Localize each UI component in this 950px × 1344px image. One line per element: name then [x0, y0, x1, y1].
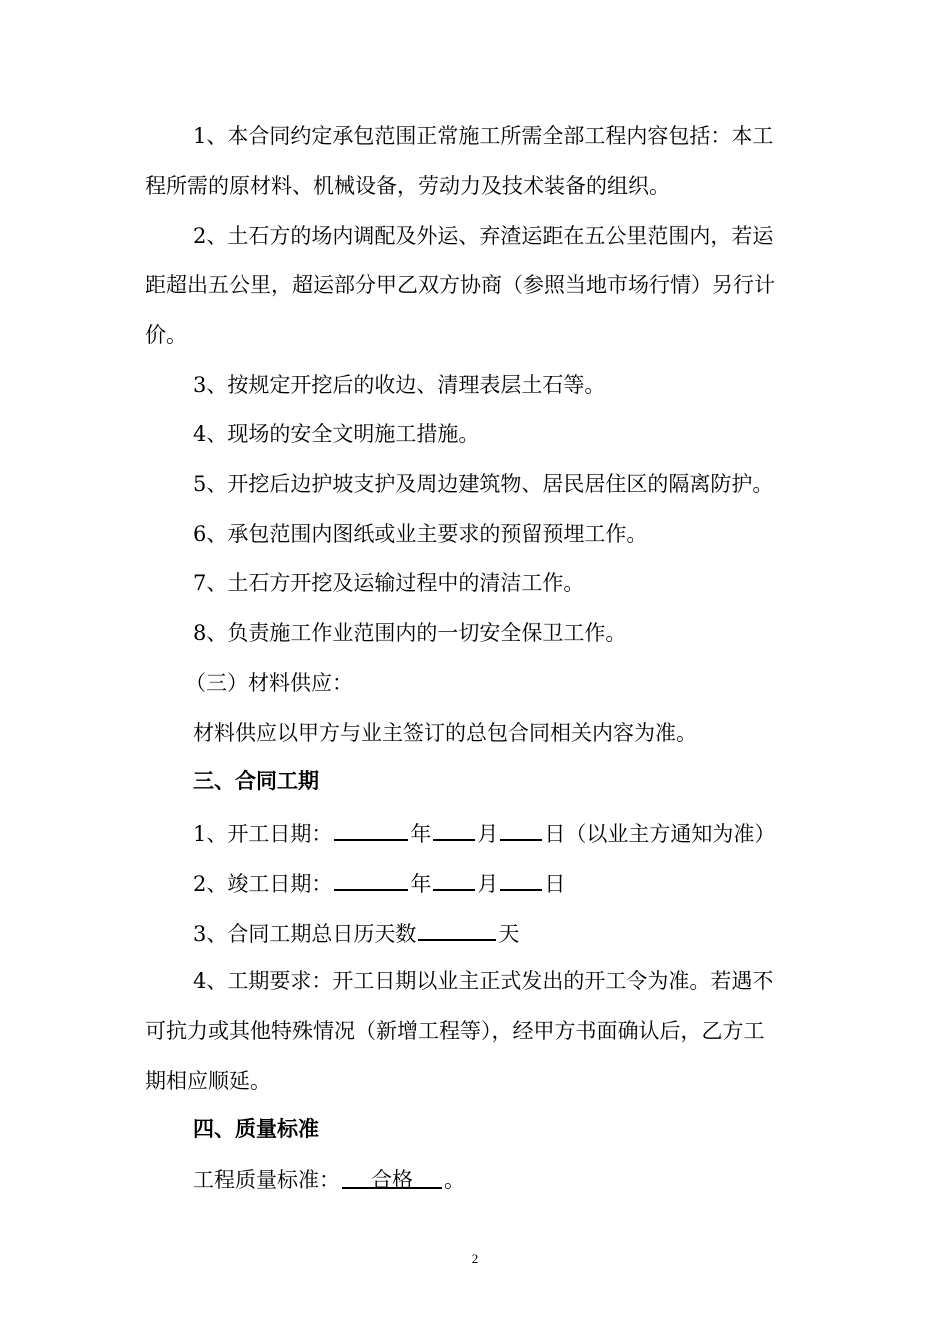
- clause-7: 7、土石方开挖及运输过程中的清洁工作。: [193, 571, 585, 595]
- clause-4: 4、现场的安全文明施工措施。: [193, 422, 480, 446]
- section-4-heading: 四、质量标准: [193, 1117, 319, 1141]
- end-date-label: 2、竣工日期：: [193, 872, 333, 896]
- quality-standard-label: 工程质量标准：: [193, 1168, 340, 1192]
- total-days-label: 3、合同工期总日历天数: [193, 922, 417, 946]
- start-month-blank[interactable]: [433, 817, 475, 841]
- clause-2-line-1: 2、土石方的场内调配及外运、弃渣运距在五公里范围内，若运: [193, 224, 774, 248]
- end-day-blank[interactable]: [500, 867, 542, 891]
- quality-standard-value[interactable]: 合格: [342, 1165, 442, 1189]
- clause-5: 5、开挖后边护坡支护及周边建筑物、居民居住区的隔离防护。: [193, 472, 774, 496]
- page-number: 2: [471, 1251, 479, 1266]
- start-day-unit: 日: [544, 822, 566, 846]
- total-days-blank[interactable]: [418, 917, 496, 941]
- clause-6: 6、承包范围内图纸或业主要求的预留预埋工作。: [193, 522, 648, 546]
- total-days-unit: 天: [498, 922, 520, 946]
- section-3-heading: 三、合同工期: [193, 769, 319, 793]
- quality-standard-end: 。: [444, 1168, 465, 1192]
- duration-requirement-line-2: 可抗力或其他特殊情况（新增工程等），经甲方书面确认后，乙方工: [145, 1019, 765, 1043]
- start-month-unit: 月: [477, 822, 499, 846]
- quality-standard-line: [193, 1165, 465, 1195]
- clause-2-line-3: 价。: [145, 323, 187, 347]
- start-date-note: （以业主方通知为准）: [565, 822, 776, 846]
- end-date-line: [193, 867, 565, 897]
- start-date-label: 1、开工日期：: [193, 822, 333, 846]
- clause-1-line-1: 1、本合同约定承包范围正常施工所需全部工程内容包括：本工: [193, 124, 774, 148]
- start-year-blank[interactable]: [334, 817, 408, 841]
- materials-text: 材料供应以甲方与业主签订的总包合同相关内容为准。: [193, 721, 697, 745]
- end-year-unit: 年: [410, 872, 432, 896]
- start-date-line: [193, 817, 775, 847]
- clause-8: 8、负责施工作业范围内的一切安全保卫工作。: [193, 621, 627, 645]
- clause-1-line-2: 程所需的原材料、机械设备，劳动力及技术装备的组织。: [145, 174, 670, 198]
- clause-2-line-2: 距超出五公里，超运部分甲乙双方协商（参照当地市场行情）另行计: [145, 273, 775, 297]
- end-day-unit: 日: [544, 872, 566, 896]
- total-days-line: [193, 917, 519, 947]
- start-day-blank[interactable]: [500, 817, 542, 841]
- duration-requirement-line-3: 期相应顺延。: [145, 1069, 271, 1093]
- start-year-unit: 年: [410, 822, 432, 846]
- end-month-blank[interactable]: [433, 867, 475, 891]
- materials-heading: （三）材料供应：: [185, 671, 353, 695]
- duration-requirement-line-1: 4、工期要求：开工日期以业主正式发出的开工令为准。若遇不: [193, 969, 774, 993]
- end-month-unit: 月: [477, 872, 499, 896]
- end-year-blank[interactable]: [334, 867, 408, 891]
- clause-3: 3、按规定开挖后的收边、清理表层土石等。: [193, 373, 606, 397]
